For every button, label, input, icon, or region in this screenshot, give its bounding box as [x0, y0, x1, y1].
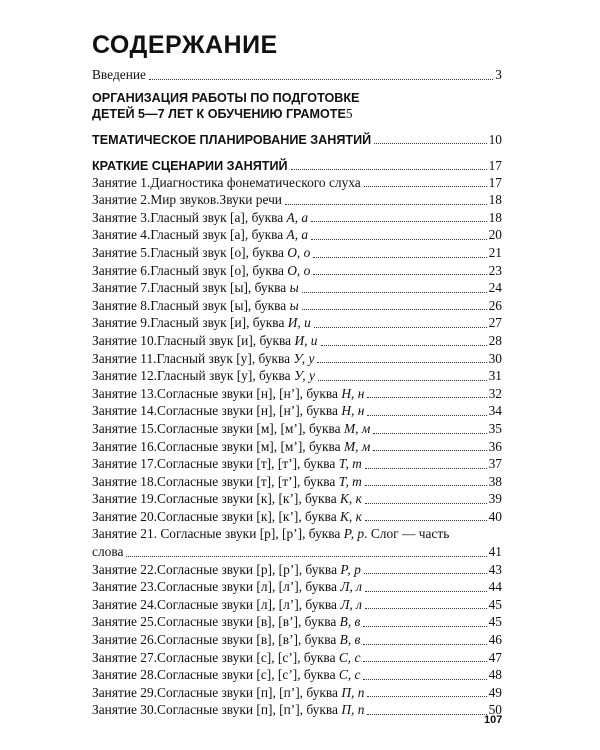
toc-entry-page: 10 — [488, 131, 502, 147]
toc-entry-lesson — [92, 420, 502, 438]
toc-entry-letter: Л, л — [340, 596, 362, 612]
toc-entry-letter: О, о — [287, 262, 311, 278]
toc-entry-text — [92, 332, 318, 350]
toc-entry-lesson-21 — [92, 525, 502, 560]
toc-entry-lesson — [92, 561, 502, 579]
dot-leader — [311, 221, 487, 222]
toc-entry-lesson — [92, 174, 502, 192]
table-of-contents — [92, 30, 502, 719]
toc-entry-page: 50 — [488, 702, 502, 718]
toc-section-planning — [92, 132, 502, 148]
toc-entry-page: 41 — [488, 544, 502, 560]
toc-entry-letter: У, у — [293, 350, 315, 366]
toc-entry-letter: В, в — [339, 632, 361, 648]
dot-leader — [367, 714, 486, 715]
toc-entry-letter: И, и — [287, 315, 311, 331]
toc-entry-title: Занятие 1.Диагностика фонематического слуха — [92, 174, 361, 190]
dot-leader — [373, 450, 486, 451]
section-title: ТЕМАТИЧЕСКОЕ ПЛАНИРОВАНИЕ ЗАНЯТИЙ — [92, 132, 372, 147]
section-title-line2: ДЕТЕЙ 5—7 ЛЕТ К ОБУЧЕНИЮ ГРАМОТЕ — [92, 106, 346, 121]
toc-entry-lesson — [92, 209, 502, 227]
toc-entry-letter: К, к — [340, 508, 362, 524]
toc-entry-page: 39 — [488, 491, 502, 507]
toc-entry-intro — [92, 66, 502, 84]
toc-entry-text — [92, 578, 362, 596]
toc-entry-text — [92, 490, 362, 508]
dot-leader — [365, 468, 487, 469]
section-title: КРАТКИЕ СЦЕНАРИИ ЗАНЯТИЙ — [92, 158, 288, 173]
toc-entry-page: 31 — [488, 368, 502, 384]
toc-entry-lesson — [92, 350, 502, 368]
toc-entry-page: 48 — [488, 667, 502, 683]
toc-entry-page: 34 — [488, 403, 502, 419]
dot-leader — [367, 415, 486, 416]
toc-entry-text — [92, 402, 364, 420]
dot-leader — [367, 397, 486, 398]
toc-entry-page: 17 — [488, 157, 502, 173]
toc-entry-page: 43 — [488, 561, 502, 577]
toc-entry-page: 24 — [488, 280, 502, 296]
toc-entry-text — [92, 666, 360, 684]
toc-entry-letter: А, а — [286, 209, 309, 225]
page-number: 107 — [484, 714, 503, 726]
toc-entry-title: Занятие 11.Гласный звук [у], буква — [92, 350, 294, 366]
dot-leader — [285, 204, 487, 205]
toc-entry-letter: Н, н — [341, 403, 365, 419]
toc-entry-text — [92, 701, 364, 719]
toc-entry-title: Занятие 22.Согласные звуки [р], [р’], буква — [92, 561, 341, 577]
toc-entry-letter: А, а — [286, 227, 309, 243]
toc-entry-lesson — [92, 649, 502, 667]
toc-entry-title: Занятие 23.Согласные звуки [л], [л’], буква — [92, 579, 341, 595]
dot-leader — [291, 169, 487, 170]
toc-entry-page: 49 — [488, 684, 502, 700]
dot-leader — [318, 380, 487, 381]
toc-entry-page: 18 — [488, 209, 502, 225]
toc-entry-title: Занятие 30.Согласные звуки [п], [п’], буква — [92, 702, 342, 718]
toc-entry-lesson — [92, 402, 502, 420]
toc-entry-title: Занятие 17.Согласные звуки [т], [т’], буква — [92, 456, 339, 472]
toc-entry-letter: ы — [289, 297, 299, 313]
dot-leader — [365, 608, 487, 609]
dot-leader — [313, 274, 486, 275]
toc-entry-title: Занятие 5.Гласный звук [о], буква — [92, 244, 288, 260]
dot-leader — [365, 591, 487, 592]
toc-entry-lesson — [92, 701, 502, 719]
dot-leader — [363, 644, 486, 645]
dot-leader — [364, 573, 487, 574]
toc-entry-letter: К, к — [340, 491, 362, 507]
toc-entry-letter: М, м — [343, 438, 371, 454]
toc-entry-page: 5 — [345, 105, 353, 121]
dot-leader — [367, 696, 486, 697]
toc-entry-text — [92, 350, 314, 368]
dot-leader — [302, 309, 487, 310]
toc-entry-lesson — [92, 596, 502, 614]
toc-entry-letter: Л, л — [340, 579, 362, 595]
toc-entry-text — [92, 244, 310, 262]
toc-entry-lesson — [92, 314, 502, 332]
toc-entry-title: Занятие 8.Гласный звук [ы], буква — [92, 297, 290, 313]
toc-entry-letter: М, м — [343, 420, 371, 436]
toc-entry-text-rest: . Слог — часть — [364, 526, 450, 542]
toc-entry-letter: Т, т — [338, 456, 362, 472]
toc-entry-text: слова — [92, 544, 124, 560]
toc-entry-text — [92, 420, 370, 438]
toc-entry-lesson — [92, 297, 502, 315]
toc-entry-letter: О, о — [287, 244, 311, 260]
toc-entry-page: 17 — [488, 174, 502, 190]
toc-entry-letter: С, с — [338, 649, 361, 665]
toc-entry-text — [92, 684, 364, 702]
toc-entry-lesson — [92, 666, 502, 684]
toc-entry-lesson — [92, 226, 502, 244]
dot-leader — [126, 556, 486, 557]
dot-leader — [302, 292, 487, 293]
toc-entry-lesson — [92, 191, 502, 209]
toc-entry-letter: У, у — [293, 368, 315, 384]
toc-entry-lesson — [92, 631, 502, 649]
toc-entry-text — [92, 631, 360, 649]
dot-leader — [374, 143, 486, 144]
toc-entry-text — [92, 174, 361, 192]
toc-entry-title: Занятие 9.Гласный звук [и], буква — [92, 315, 288, 331]
toc-entry-letter: Р, р — [343, 526, 365, 542]
toc-entry-lesson — [92, 244, 502, 262]
toc-entry-lesson — [92, 490, 502, 508]
toc-entry-page: 21 — [488, 244, 502, 260]
toc-entry-text — [92, 596, 362, 614]
toc-section-scenarios — [92, 158, 502, 174]
lesson-list — [92, 174, 502, 526]
dot-leader — [363, 626, 486, 627]
toc-entry-page: 3 — [495, 67, 502, 82]
toc-entry-title: Занятие 7.Гласный звук [ы], буква — [92, 280, 290, 296]
toc-entry-letter: Т, т — [338, 473, 362, 489]
toc-entry-text — [92, 508, 362, 526]
toc-entry-text: Введение — [92, 67, 146, 82]
toc-entry-text — [92, 385, 364, 403]
toc-entry-text: Занятие 21. Согласные звуки [р], [р’], буква — [92, 526, 344, 542]
dot-leader — [317, 362, 486, 363]
toc-entry-lesson — [92, 578, 502, 596]
toc-entry-text — [92, 561, 361, 579]
lesson-list — [92, 561, 502, 719]
toc-entry-letter: ы — [289, 280, 299, 296]
toc-entry-title: Занятие 12.Гласный звук [у], буква — [92, 368, 294, 384]
toc-entry-title: Занятие 28.Согласные звуки [с], [с’], буква — [92, 667, 339, 683]
dot-leader — [365, 503, 487, 504]
toc-entry-page: 38 — [488, 473, 502, 489]
toc-entry-title: Занятие 20.Согласные звуки [к], [к’], буква — [92, 508, 340, 524]
dot-leader — [321, 345, 487, 346]
toc-entry-text — [92, 226, 308, 244]
toc-entry-lesson — [92, 438, 502, 456]
section-title-line1: ОРГАНИЗАЦИЯ РАБОТЫ ПО ПОДГОТОВКЕ — [92, 90, 360, 105]
toc-entry-title: Занятие 14.Согласные звуки [н], [н’], буква — [92, 403, 342, 419]
toc-entry-title: Занятие 16.Согласные звуки [м], [м’], буква — [92, 438, 344, 454]
toc-entry-page: 30 — [488, 350, 502, 366]
toc-entry-page: 47 — [488, 649, 502, 665]
toc-entry-page: 45 — [488, 614, 502, 630]
toc-entry-page: 28 — [488, 332, 502, 348]
toc-entry-title: Занятие 15.Согласные звуки [м], [м’], буква — [92, 420, 344, 436]
toc-entry-letter: П, п — [341, 684, 365, 700]
toc-entry-letter: Р, р — [340, 561, 361, 577]
toc-entry-lesson — [92, 473, 502, 491]
toc-entry-text — [92, 262, 310, 280]
lesson-21-line1 — [92, 525, 502, 543]
toc-entry-title: Занятие 24.Согласные звуки [л], [л’], буква — [92, 596, 341, 612]
toc-entry-lesson — [92, 279, 502, 297]
dot-leader — [365, 520, 487, 521]
toc-entry-page: 32 — [488, 385, 502, 401]
toc-entry-lesson — [92, 262, 502, 280]
toc-entry-page: 44 — [488, 579, 502, 595]
toc-entry-page: 26 — [488, 297, 502, 313]
dot-leader — [373, 433, 486, 434]
toc-entry-title: Занятие 13.Согласные звуки [н], [н’], буква — [92, 385, 342, 401]
toc-entry-text — [92, 297, 299, 315]
toc-entry-lesson — [92, 455, 502, 473]
toc-entry-text — [92, 438, 370, 456]
dot-leader — [314, 327, 487, 328]
dot-leader — [363, 661, 486, 662]
toc-entry-letter: В, в — [339, 614, 361, 630]
toc-entry-page: 36 — [488, 438, 502, 454]
toc-entry-text — [92, 314, 311, 332]
dot-leader — [311, 239, 487, 240]
toc-entry-page: 20 — [488, 227, 502, 243]
toc-entry-title: Занятие 18.Согласные звуки [т], [т’], буква — [92, 473, 339, 489]
toc-entry-title: Занятие 6.Гласный звук [о], буква — [92, 262, 288, 278]
toc-entry-letter: С, с — [338, 667, 361, 683]
toc-entry-page: 23 — [488, 262, 502, 278]
toc-entry-title: Занятие 10.Гласный звук [и], буква — [92, 332, 295, 348]
toc-entry-text — [92, 473, 362, 491]
toc-entry-text — [92, 367, 315, 385]
toc-entry-letter: П, п — [341, 702, 365, 718]
toc-entry-page: 37 — [488, 456, 502, 472]
toc-entry-page: 27 — [488, 315, 502, 331]
toc-entry-title: Занятие 29.Согласные звуки [п], [п’], буква — [92, 684, 342, 700]
toc-entry-title: Занятие 3.Гласный звук [а], буква — [92, 209, 287, 225]
toc-entry-page: 46 — [488, 632, 502, 648]
toc-entry-text — [92, 455, 362, 473]
toc-entry-text — [92, 191, 282, 209]
toc-entry-page: 45 — [488, 596, 502, 612]
toc-entry-lesson — [92, 332, 502, 350]
toc-entry-title: Занятие 25.Согласные звуки [в], [в’], буква — [92, 614, 340, 630]
toc-entry-page: 40 — [488, 508, 502, 524]
page-title: СОДЕРЖАНИЕ — [92, 31, 278, 59]
dot-leader — [149, 79, 493, 80]
toc-entry-text — [92, 279, 299, 297]
dot-leader — [363, 679, 486, 680]
dot-leader — [364, 186, 487, 187]
toc-entry-lesson — [92, 385, 502, 403]
toc-entry-lesson — [92, 684, 502, 702]
toc-entry-letter: И, и — [294, 332, 318, 348]
toc-entry-lesson — [92, 613, 502, 631]
toc-entry-title: Занятие 19.Согласные звуки [к], [к’], буква — [92, 491, 340, 507]
toc-entry-text — [92, 613, 360, 631]
toc-entry-page: 18 — [488, 192, 502, 208]
toc-entry-page: 35 — [488, 420, 502, 436]
toc-entry-title: Занятие 2.Мир звуков.Звуки речи — [92, 192, 282, 208]
dot-leader — [365, 485, 487, 486]
toc-entry-lesson — [92, 508, 502, 526]
toc-entry-text — [92, 209, 308, 227]
toc-section-organization — [92, 90, 502, 122]
toc-entry-title: Занятие 27.Согласные звуки [с], [с’], буква — [92, 649, 339, 665]
toc-entry-letter: Н, н — [341, 385, 365, 401]
dot-leader — [313, 257, 486, 258]
toc-entry-text — [92, 649, 360, 667]
toc-entry-title: Занятие 26.Согласные звуки [в], [в’], буква — [92, 632, 340, 648]
toc-entry-lesson — [92, 367, 502, 385]
toc-entry-title: Занятие 4.Гласный звук [а], буква — [92, 227, 287, 243]
